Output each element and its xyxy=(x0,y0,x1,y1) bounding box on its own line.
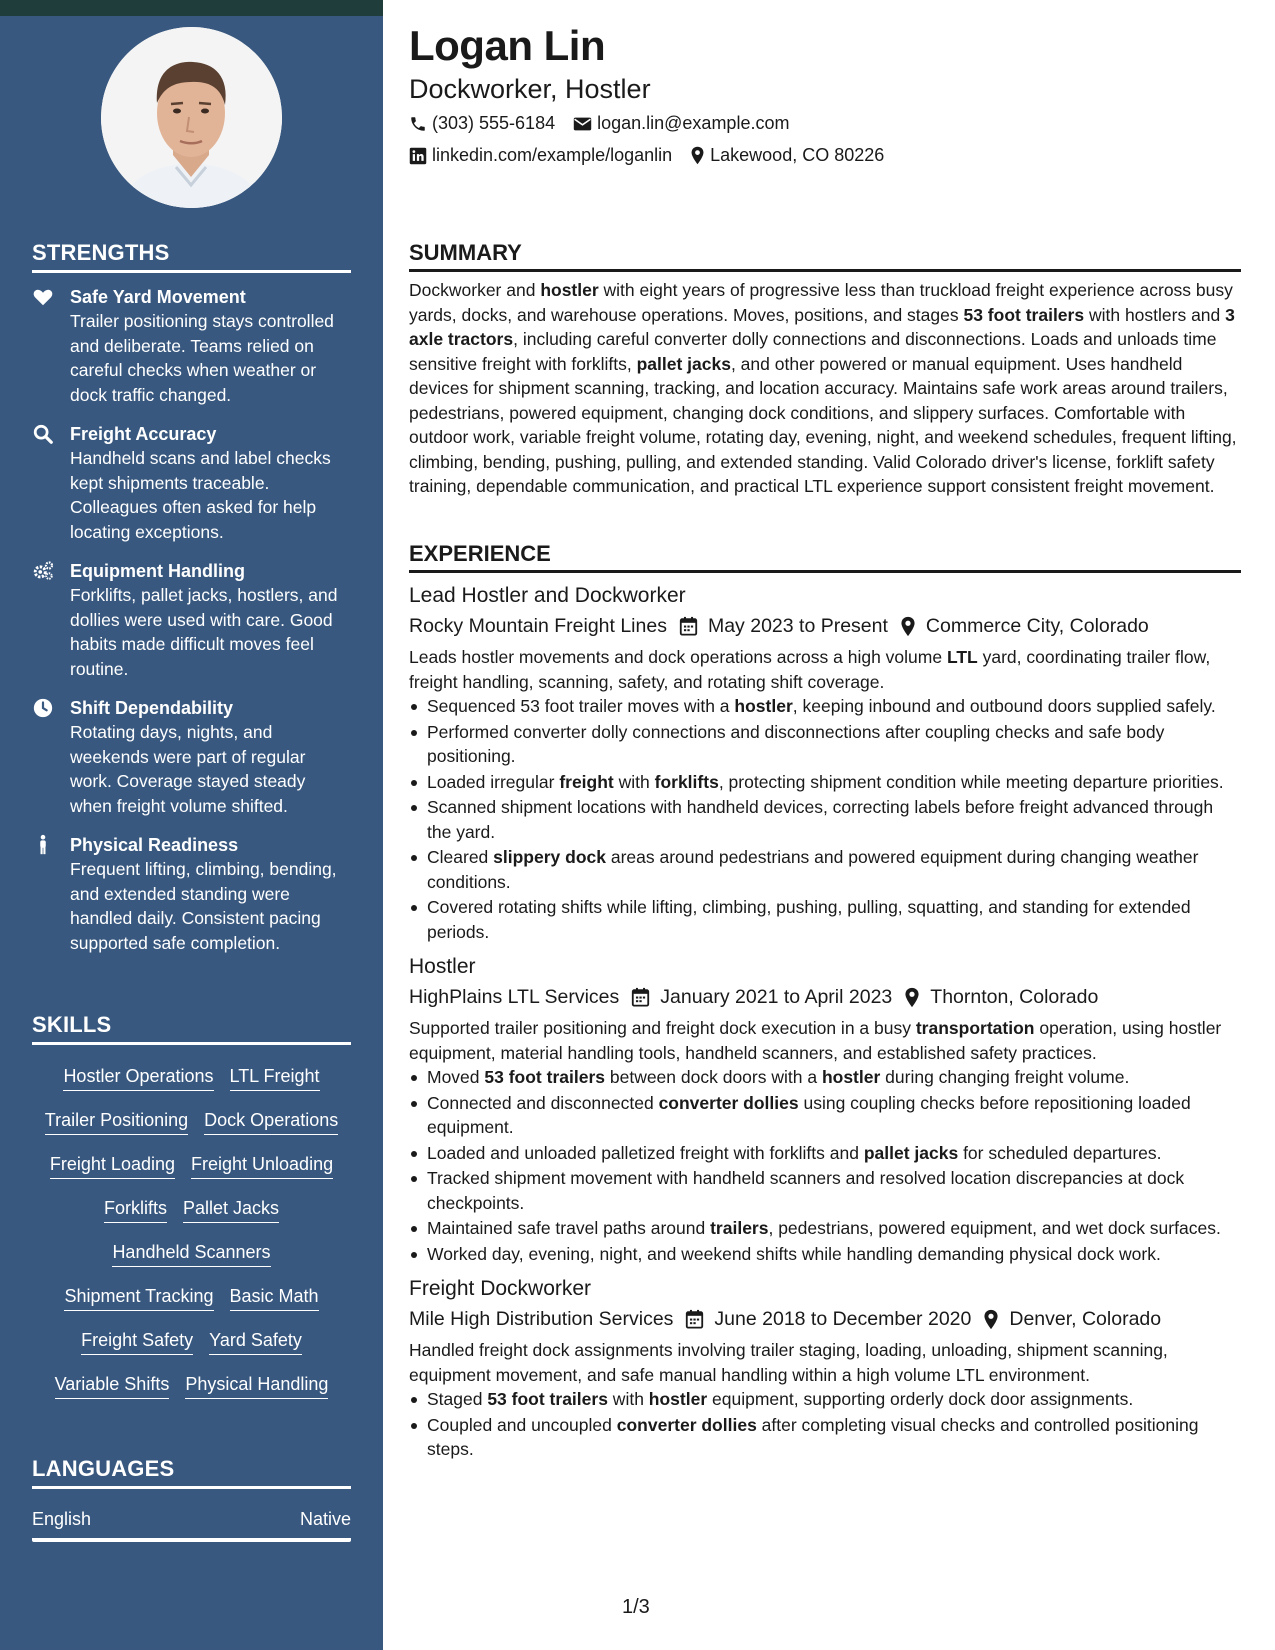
envelope-icon xyxy=(573,116,592,132)
languages-heading: LANGUAGES xyxy=(32,1456,351,1489)
strengths-heading: STRENGTHS xyxy=(32,240,351,273)
strength-item xyxy=(32,696,351,818)
job-company: HighPlains LTL Services xyxy=(409,986,620,1008)
job-location: Commerce City, Colorado xyxy=(925,615,1149,637)
job-bullet: Moved 53 foot trailers between dock doors with a hostler during changing freight volume. xyxy=(409,1065,1241,1090)
job-title: Hostler xyxy=(409,955,476,978)
job-bullets xyxy=(409,1387,1241,1462)
person-icon xyxy=(32,834,54,856)
job-meta xyxy=(409,1304,1241,1334)
experience-heading: EXPERIENCE xyxy=(409,541,1241,573)
job-bullets xyxy=(409,694,1241,944)
email-text: logan.lin@example.com xyxy=(597,113,790,133)
skill-tag: Dock Operations xyxy=(204,1108,338,1135)
map-pin-icon xyxy=(904,987,920,1008)
strength-title: Equipment Handling xyxy=(70,561,245,581)
summary-text: Dockworker and hostler with eight years of progressive less than truckload freight experience across busy yards, docks, and warehouse operations. Moves, positions, and stages 53 foot trailers with hostlers and 3 axle tractors, including careful converter dolly connections and disconnections. Loads and unloads time sensitive freight with forklifts, pallet jacks, and other powered or manual equipment. Uses handheld devices for shipment scanning, tracking, and location accuracy. Maintains safe work areas around trailers, pedestrians, powered equipment, changing dock conditions, and slippery surfaces. Comfortable with outdoor work, variable freight volume, rotating day, evening, night, and weekend schedules, frequent lifting, climbing, bending, pushing, pulling, and extended standing. Valid Colorado driver's license, forklift safety training, dependable communication, and practical LTL experience support consistent freight movement. xyxy=(409,280,1237,496)
job-meta xyxy=(409,611,1241,641)
job-company: Rocky Mountain Freight Lines xyxy=(409,615,667,637)
calendar-icon xyxy=(679,616,698,636)
job-meta xyxy=(409,982,1241,1012)
strength-desc: Rotating days, nights, and weekends were part of regular work. Coverage stayed steady when freight volume shifted. xyxy=(70,722,306,816)
job-entry xyxy=(409,1274,1241,1462)
strength-item xyxy=(32,285,351,407)
job-bullet: Loaded irregular freight with forklifts, protecting shipment condition while meeting departure priorities. xyxy=(409,770,1241,795)
job-description: Handled freight dock assignments involving trailer staging, loading, unloading, shipment scanning, equipment movement, and safe manual handling within a high volume LTL environment. xyxy=(409,1340,1168,1385)
phone-text: (303) 555-6184 xyxy=(432,113,556,133)
job-title: Lead Hostler and Dockworker xyxy=(409,584,686,607)
skill-tag: Physical Handling xyxy=(185,1372,328,1399)
skills-heading: SKILLS xyxy=(32,1012,351,1045)
skill-tag: Shipment Tracking xyxy=(64,1284,213,1311)
job-dates: June 2018 to December 2020 xyxy=(714,1308,972,1330)
languages-section xyxy=(32,1456,351,1542)
skill-tag: Freight Loading xyxy=(50,1152,175,1179)
job-bullet: Tracked shipment movement with handheld scanners and resolved location discrepancies at dock checkpoints. xyxy=(409,1166,1241,1215)
skills-list xyxy=(32,1055,351,1407)
strength-title: Physical Readiness xyxy=(70,835,239,855)
job-bullet: Covered rotating shifts while lifting, climbing, pushing, pulling, squatting, and standing for extended periods. xyxy=(409,895,1241,944)
job-location: Thornton, Colorado xyxy=(930,986,1099,1008)
linkedin-icon xyxy=(409,147,427,165)
heart-icon xyxy=(32,286,54,308)
summary-section xyxy=(409,240,1241,499)
skill-tag: Variable Shifts xyxy=(55,1372,170,1399)
candidate-title: Dockworker, Hostler xyxy=(409,74,651,104)
profile-photo xyxy=(101,27,282,208)
job-bullet: Maintained safe travel paths around trailers, pedestrians, powered equipment, and wet dock surfaces. xyxy=(409,1216,1241,1241)
job-description: Leads hostler movements and dock operations across a high volume LTL yard, coordinating trailer flow, freight handling, scanning, safety, and rotating shift coverage. xyxy=(409,647,1211,692)
job-dates: January 2021 to April 2023 xyxy=(660,986,893,1008)
strength-item xyxy=(32,559,351,681)
contact-row xyxy=(409,113,807,134)
skill-tag: Forklifts xyxy=(104,1196,167,1223)
map-pin-icon xyxy=(983,1309,999,1330)
calendar-icon xyxy=(685,1309,704,1329)
page-number: 1/3 xyxy=(622,1596,650,1618)
strength-desc: Frequent lifting, climbing, bending, and extended standing were handled daily. Consistent pacing supported safe completion. xyxy=(70,859,337,953)
job-bullet: Connected and disconnected converter dollies using coupling checks before repositioning loaded equipment. xyxy=(409,1091,1241,1140)
job-bullet: Coupled and uncoupled converter dollies after completing visual checks and controlled positioning steps. xyxy=(409,1413,1241,1462)
language-level: Native xyxy=(299,1509,351,1529)
candidate-name: Logan Lin xyxy=(409,22,606,69)
clock-icon xyxy=(32,697,54,719)
strength-desc: Trailer positioning stays controlled and deliberate. Teams relied on careful checks when weather or dock traffic changed. xyxy=(70,311,334,405)
strength-title: Freight Accuracy xyxy=(70,424,217,444)
sidebar xyxy=(0,0,383,1650)
job-entry xyxy=(409,952,1241,1266)
job-bullet: Performed converter dolly connections and disconnections after coupling checks and safe body positioning. xyxy=(409,720,1241,769)
avatar xyxy=(101,27,282,208)
job-location: Denver, Colorado xyxy=(1009,1308,1162,1330)
skill-tag: Freight Safety xyxy=(81,1328,193,1355)
job-bullet: Sequenced 53 foot trailer moves with a hostler, keeping inbound and outbound doors supplied safely. xyxy=(409,694,1241,719)
skill-tag: Pallet Jacks xyxy=(183,1196,279,1223)
job-entry xyxy=(409,581,1241,944)
skill-tag: Hostler Operations xyxy=(63,1064,213,1091)
location-text: Lakewood, CO 80226 xyxy=(710,145,885,165)
skill-tag: Yard Safety xyxy=(209,1328,302,1355)
calendar-icon xyxy=(631,987,650,1007)
job-bullets xyxy=(409,1065,1241,1266)
summary-heading: SUMMARY xyxy=(409,240,1241,272)
phone-contact[interactable] xyxy=(409,113,555,134)
language-name: English xyxy=(32,1509,92,1529)
map-pin-icon xyxy=(690,146,705,165)
job-company: Mile High Distribution Services xyxy=(409,1308,674,1330)
contact-row-2 xyxy=(409,145,902,166)
skills-section xyxy=(32,1012,351,1407)
job-bullet: Cleared slippery dock areas around pedestrians and powered equipment during changing weather conditions. xyxy=(409,845,1241,894)
job-title: Freight Dockworker xyxy=(409,1277,592,1300)
gears-icon xyxy=(32,560,54,582)
sidebar-top-bar xyxy=(0,0,383,16)
job-description: Supported trailer positioning and freight dock execution in a busy transportation operation, using hostler equipment, material handling tools, handheld scanners, and established safety practices. xyxy=(409,1018,1222,1063)
skill-tag: Basic Math xyxy=(230,1284,319,1311)
job-bullet: Worked day, evening, night, and weekend shifts while handling demanding physical dock work. xyxy=(409,1242,1241,1267)
job-bullet: Scanned shipment locations with handheld devices, correcting labels before freight advanced through the yard. xyxy=(409,795,1241,844)
job-dates: May 2023 to Present xyxy=(707,615,888,637)
experience-section xyxy=(409,541,1241,1463)
job-list xyxy=(409,581,1241,1462)
strength-title: Safe Yard Movement xyxy=(70,287,246,307)
strength-desc: Forklifts, pallet jacks, hostlers, and dollies were used with care. Good habits made difficult moves feel routine. xyxy=(70,585,338,679)
skill-tag: LTL Freight xyxy=(230,1064,320,1091)
strength-title: Shift Dependability xyxy=(70,698,234,718)
linkedin-text: linkedin.com/example/loganlin xyxy=(432,145,673,165)
map-pin-icon xyxy=(900,616,916,637)
email-contact[interactable] xyxy=(573,113,789,134)
job-bullet: Loaded and unloaded palletized freight with forklifts and pallet jacks for scheduled departures. xyxy=(409,1141,1241,1166)
location-contact xyxy=(690,145,884,166)
job-bullet: Staged 53 foot trailers with hostler equipment, supporting orderly dock door assignments. xyxy=(409,1387,1241,1412)
strength-item xyxy=(32,422,351,544)
strength-item xyxy=(32,833,351,955)
language-row xyxy=(32,1509,351,1542)
strengths-section xyxy=(32,240,351,955)
skill-tag: Trailer Positioning xyxy=(45,1108,188,1135)
search-icon xyxy=(32,423,54,445)
linkedin-contact[interactable] xyxy=(409,145,672,166)
phone-icon xyxy=(409,115,427,133)
strength-desc: Handheld scans and label checks kept shipments traceable. Colleagues often asked for help locating exceptions. xyxy=(70,448,331,542)
skill-tag: Freight Unloading xyxy=(191,1152,333,1179)
skill-tag: Handheld Scanners xyxy=(112,1240,270,1267)
